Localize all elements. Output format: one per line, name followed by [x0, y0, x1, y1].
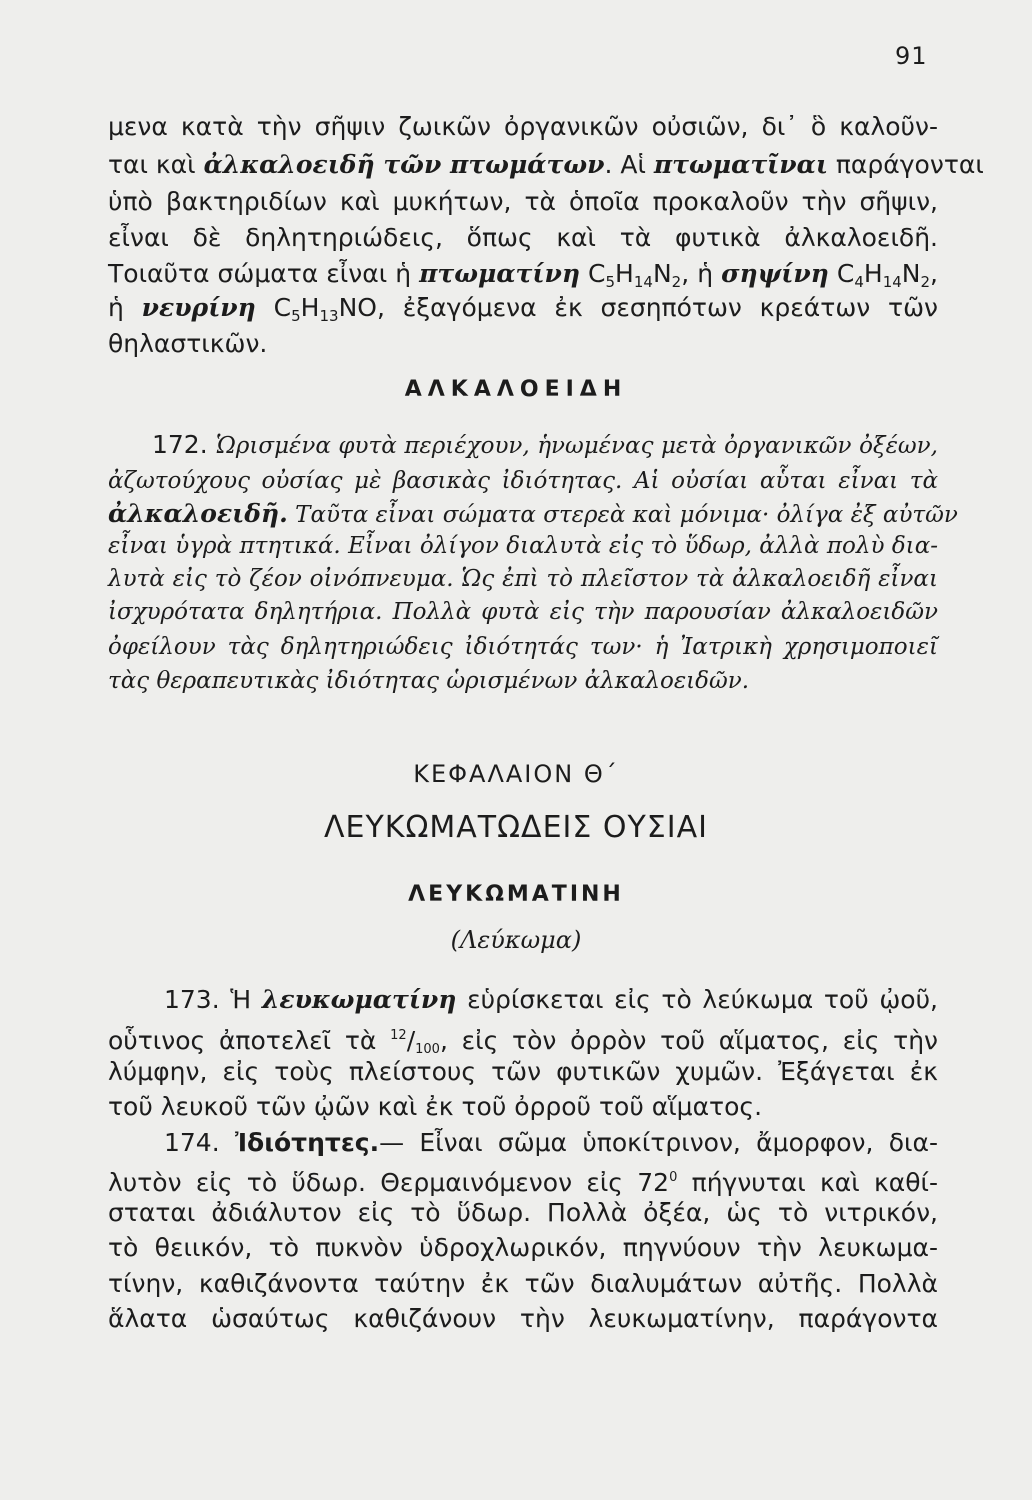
subscript: 2 — [920, 273, 931, 291]
section-title: ΛΕΥΚΩΜΑΤΙΝΗ — [408, 882, 624, 907]
term-neurini: νευρίνη — [141, 293, 256, 322]
formula: H — [615, 259, 634, 288]
fraction-numerator: 12 — [390, 1028, 407, 1043]
term-leukomatini: λευκωματίνη — [261, 985, 457, 1014]
para172-line-3 — [108, 499, 958, 530]
text: , ἡ — [681, 259, 722, 288]
subscript: 2 — [671, 273, 682, 291]
para172-line-8: τὰς θεραπευτικὰς ἰδιότητας ὡρισμένων ἀλκαλοειδῶν. — [108, 668, 750, 694]
text: 173. Ἡ — [164, 985, 262, 1014]
chapter-title: ΛΕΥΚΩΜΑΤΩΔΕΙΣ ΟΥΣΙΑΙ — [324, 810, 708, 845]
para172-line-2: ἀζωτούχους οὐσίας μὲ βασικὰς ἰδιότητας. Αἱ οὐσίαι αὗται εἶναι τὰ — [108, 468, 938, 494]
subscript: 14 — [882, 273, 902, 291]
formula: H — [300, 293, 320, 322]
para172-line-6: ἰσχυρότατα δηλητήρια. Πολλὰ φυτὰ εἰς τὴν παρουσίαν ἀλκαλοειδῶν — [108, 599, 938, 625]
text: — Εἶναι σῶμα ὑποκίτρινον, ἄμορφον, δια- — [379, 1128, 938, 1157]
text: πήγνυται καὶ καθί- — [677, 1168, 938, 1197]
text: NO, ἐξαγόμενα ἐκ σεσηπότων κρεάτων τῶν — [338, 293, 938, 322]
subscript: 4 — [854, 273, 864, 291]
para172-line-5: λυτὰ εἰς τὸ ζέον οἰνόπνευμα. Ὡς ἐπὶ τὸ πλεῖστον τὰ ἀλκαλοειδῆ εἶναι — [108, 566, 938, 592]
text: , — [930, 259, 938, 288]
para1-line-5 — [108, 259, 938, 297]
formula: N — [901, 259, 921, 288]
term-sipsini: σηψίνη — [721, 259, 829, 288]
para172-line-1 — [108, 430, 938, 461]
text: Τοιαῦτα σώματα εἶναι ἡ — [108, 259, 420, 288]
para1-line-3: ὑπὸ βακτηριδίων καὶ μυκήτων, τὰ ὁποῖα προκαλοῦν τὴν σῆψιν, — [108, 187, 938, 216]
text: εὑρίσκεται εἰς τὸ λεύκωμα τοῦ ᾠοῦ, — [456, 985, 938, 1014]
term-alkaloeidi-ptomaton: ἀλκαλοειδῆ τῶν πτωμάτων — [203, 150, 605, 179]
term-alkaloeidi: ἀλκαλοειδῆ. — [108, 499, 288, 528]
subscript: 13 — [319, 307, 339, 325]
text: . Αἱ — [604, 150, 654, 179]
para1-line-2 — [108, 150, 984, 180]
para174-line-3: σταται ἀδιάλυτον εἰς τὸ ὕδωρ. Πολλὰ ὀξέα, ὡς τὸ νιτρικόν, — [108, 1198, 938, 1227]
text: , εἰς τὸν ὀρρὸν τοῦ αἵματος, εἰς τὴν — [439, 1026, 938, 1055]
text: οὗτινος ἀποτελεῖ τὰ — [108, 1026, 391, 1055]
para172-line-7: ὀφείλουν τὰς δηλητηριώδεις ἰδιότητάς των· ἡ Ἰατρικὴ χρησιμοποιεῖ — [108, 634, 938, 660]
formula: C — [828, 259, 855, 288]
chapter-label: ΚΕΦΑΛΑΙΟΝ Θ΄ — [413, 760, 619, 788]
fraction-slash: / — [406, 1026, 416, 1055]
formula: H — [863, 259, 883, 288]
text: λυτὸν εἰς τὸ ὕδωρ. Θερμαινόμενον εἰς 72 — [108, 1168, 670, 1197]
para173-line-4: τοῦ λευκοῦ τῶν ᾠῶν καὶ ἐκ τοῦ ὀρροῦ τοῦ αἵματος. — [108, 1092, 763, 1121]
para1-line-6 — [108, 293, 938, 331]
para174-line-2 — [108, 1163, 938, 1198]
para174-line-6: ἅλατα ὡσαύτως καθιζάνουν τὴν λευκωματίνην, παράγοντα — [108, 1304, 938, 1333]
term-idiotites: Ἰδιότητες. — [234, 1128, 380, 1157]
fraction-denominator: 100 — [415, 1042, 440, 1057]
paragraph-number: 172. — [152, 430, 216, 459]
text: παράγονται — [827, 150, 984, 179]
subscript: 5 — [291, 307, 301, 325]
para173-line-3: λύμφην, εἰς τοὺς πλείστους τῶν φυτικῶν χυμῶν. Ἐξάγεται ἐκ — [108, 1057, 938, 1086]
para174-line-1 — [108, 1128, 938, 1158]
page-number: 91 — [895, 42, 928, 70]
text: Ὡρισμένα φυτὰ περιέχουν, ἡνωμένας μετὰ ὀργανικῶν ὀξέων, — [215, 433, 938, 459]
para1-line-7: θηλαστικῶν. — [108, 329, 268, 358]
text: ται καὶ — [108, 150, 204, 179]
heading-alkaloeidi: ΑΛΚΑΛΟΕΙΔΗ — [404, 377, 628, 402]
formula: N — [652, 259, 672, 288]
term-ptomatinai: πτωματῖναι — [653, 150, 828, 179]
para174-line-4: τὸ θειικόν, τὸ πυκνὸν ὑδροχλωρικόν, πηγνύουν τὴν λευκωμα- — [108, 1233, 938, 1262]
section-subtitle: (Λεύκωμα) — [450, 926, 582, 954]
term-ptomatini: πτωματίνη — [419, 259, 580, 288]
para1-line-1: μενα κατὰ τὴν σῆψιν ζωικῶν ὀργανικῶν οὐσιῶν, δι᾽ ὃ καλοῦν- — [108, 112, 938, 141]
subscript: 5 — [605, 273, 616, 291]
para173-line-1 — [108, 985, 938, 1015]
text: Ταῦτα εἶναι σώματα στερεὰ καὶ μόνιμα· ὀλίγα ἐξ αὐτῶν — [287, 502, 958, 528]
para174-line-5: τίνην, καθιζάνοντα ταύτην ἐκ τῶν διαλυμάτων αὐτῆς. Πολλὰ — [108, 1269, 938, 1298]
formula: C — [580, 259, 606, 288]
para172-line-4: εἶναι ὑγρὰ πτητικά. Εἶναι ὀλίγον διαλυτὰ εἰς τὸ ὕδωρ, ἀλλὰ πολὺ δια- — [108, 533, 938, 559]
para1-line-4: εἶναι δὲ δηλητηριώδεις, ὅπως καὶ τὰ φυτικὰ ἀλκαλοειδῆ. — [108, 223, 938, 252]
text: 174. — [164, 1128, 235, 1157]
formula: C — [255, 293, 292, 322]
degree-superscript: 0 — [669, 1170, 678, 1185]
subscript: 14 — [633, 273, 653, 291]
text: ἡ — [108, 293, 142, 322]
